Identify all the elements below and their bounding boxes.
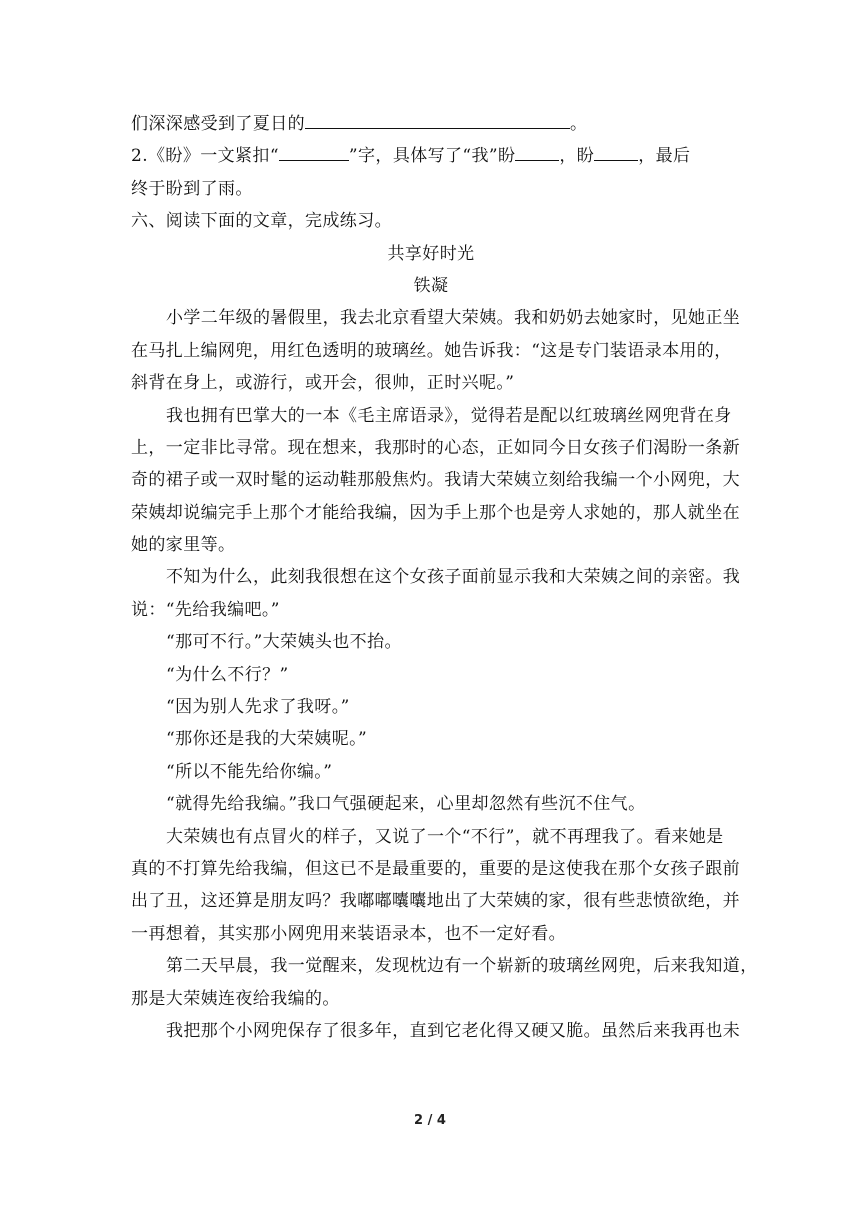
question-2-line-2: 终于盼到了雨。: [131, 178, 253, 199]
article-line: 奇的裙子或一双时髦的运动鞋那般焦灼。我请大荣姨立刻给我编一个小网兜，大: [131, 470, 740, 491]
answer-blank[interactable]: [594, 140, 638, 161]
article-line: 说：“先给我编吧。”: [131, 599, 280, 620]
article-line: “就得先给我编。”我口气强硬起来，心里却忽然有些沉不住气。: [166, 794, 646, 815]
article-line: 大荣姨也有点冒火的样子，又说了一个“不行”，就不再理我了。看来她是: [166, 826, 724, 847]
article-line: 我也拥有巴掌大的一本《毛主席语录》，觉得若是配以红玻璃丝网兜背在身: [166, 405, 732, 426]
article-line: 荣姨却说编完手上那个才能给我编，因为手上那个也是旁人求她的，那人就坐在: [131, 502, 740, 523]
answer-blank[interactable]: [515, 140, 559, 161]
article-line: 那是大荣姨连夜给我编的。: [131, 988, 340, 1009]
question-1-text: 们深深感受到了夏日的: [131, 114, 305, 134]
article-line: 她的家里等。: [131, 535, 236, 556]
article-line: 真的不打算先给我编，但这已不是最重要的，重要的是这使我在那个女孩子跟前: [131, 858, 740, 879]
article-author: 铁凝: [413, 275, 449, 296]
page-number: 2 / 4: [414, 1113, 446, 1128]
question-2-line: [131, 140, 731, 172]
question-2-text-4: ，最后: [638, 146, 691, 167]
question-2-text-2: ”字，具体写了“我”盼: [348, 146, 516, 167]
article-line: 第二天早晨，我一觉醒来，发现枕边有一个崭新的玻璃丝网兜，后来我知道，: [166, 956, 758, 977]
article-line: 上，一定非比寻常。现在想来，我那时的心态，正如同今日女孩子们渴盼一条新: [131, 437, 740, 458]
question-1-line: [131, 108, 731, 140]
article-line: 不知为什么，此刻我很想在这个女孩子面前显示我和大荣姨之间的亲密。我: [166, 567, 741, 588]
question-1-end: 。: [570, 114, 588, 134]
article-line: 我把那个小网兜保存了很多年，直到它老化得又硬又脆。虽然后来我再也未: [166, 1020, 741, 1041]
article-line: 一再想着，其实那小网兜用来装语录本，也不一定好看。: [131, 923, 566, 944]
section-heading: 六、阅读下面的文章，完成练习。: [131, 211, 392, 232]
article-line: “所以不能先给你编。”: [166, 761, 333, 782]
article-line: 出了丑，这还算是朋友吗？我嘟嘟囔囔地出了大荣姨的家，很有些悲愤欲绝，并: [131, 891, 740, 912]
question-2-text-3: ，盼: [559, 146, 595, 167]
page-content: [131, 108, 758, 1047]
answer-blank[interactable]: [305, 108, 570, 129]
article-line: “因为别人先求了我呀。”: [166, 697, 350, 718]
answer-blank[interactable]: [279, 140, 349, 161]
article-line: “为什么不行？”: [166, 664, 289, 685]
question-2-text-1: 2.《盼》一文紧扣“: [131, 146, 279, 167]
article-title: 共享好时光: [387, 243, 475, 264]
article-body: [131, 302, 758, 1047]
article-line: 在马扎上编网兜，用红色透明的玻璃丝。她告诉我：“这是专门装语录本用的，: [131, 340, 732, 361]
article-line: “那你还是我的大荣姨呢。”: [166, 729, 368, 750]
article-line: “那可不行。”大荣姨头也不抬。: [166, 632, 402, 653]
article-line: 斜背在身上，或游行，或开会，很帅，正时兴呢。”: [131, 373, 515, 394]
article-line: 小学二年级的暑假里，我去北京看望大荣姨。我和奶奶去她家时，见她正坐: [166, 308, 741, 329]
